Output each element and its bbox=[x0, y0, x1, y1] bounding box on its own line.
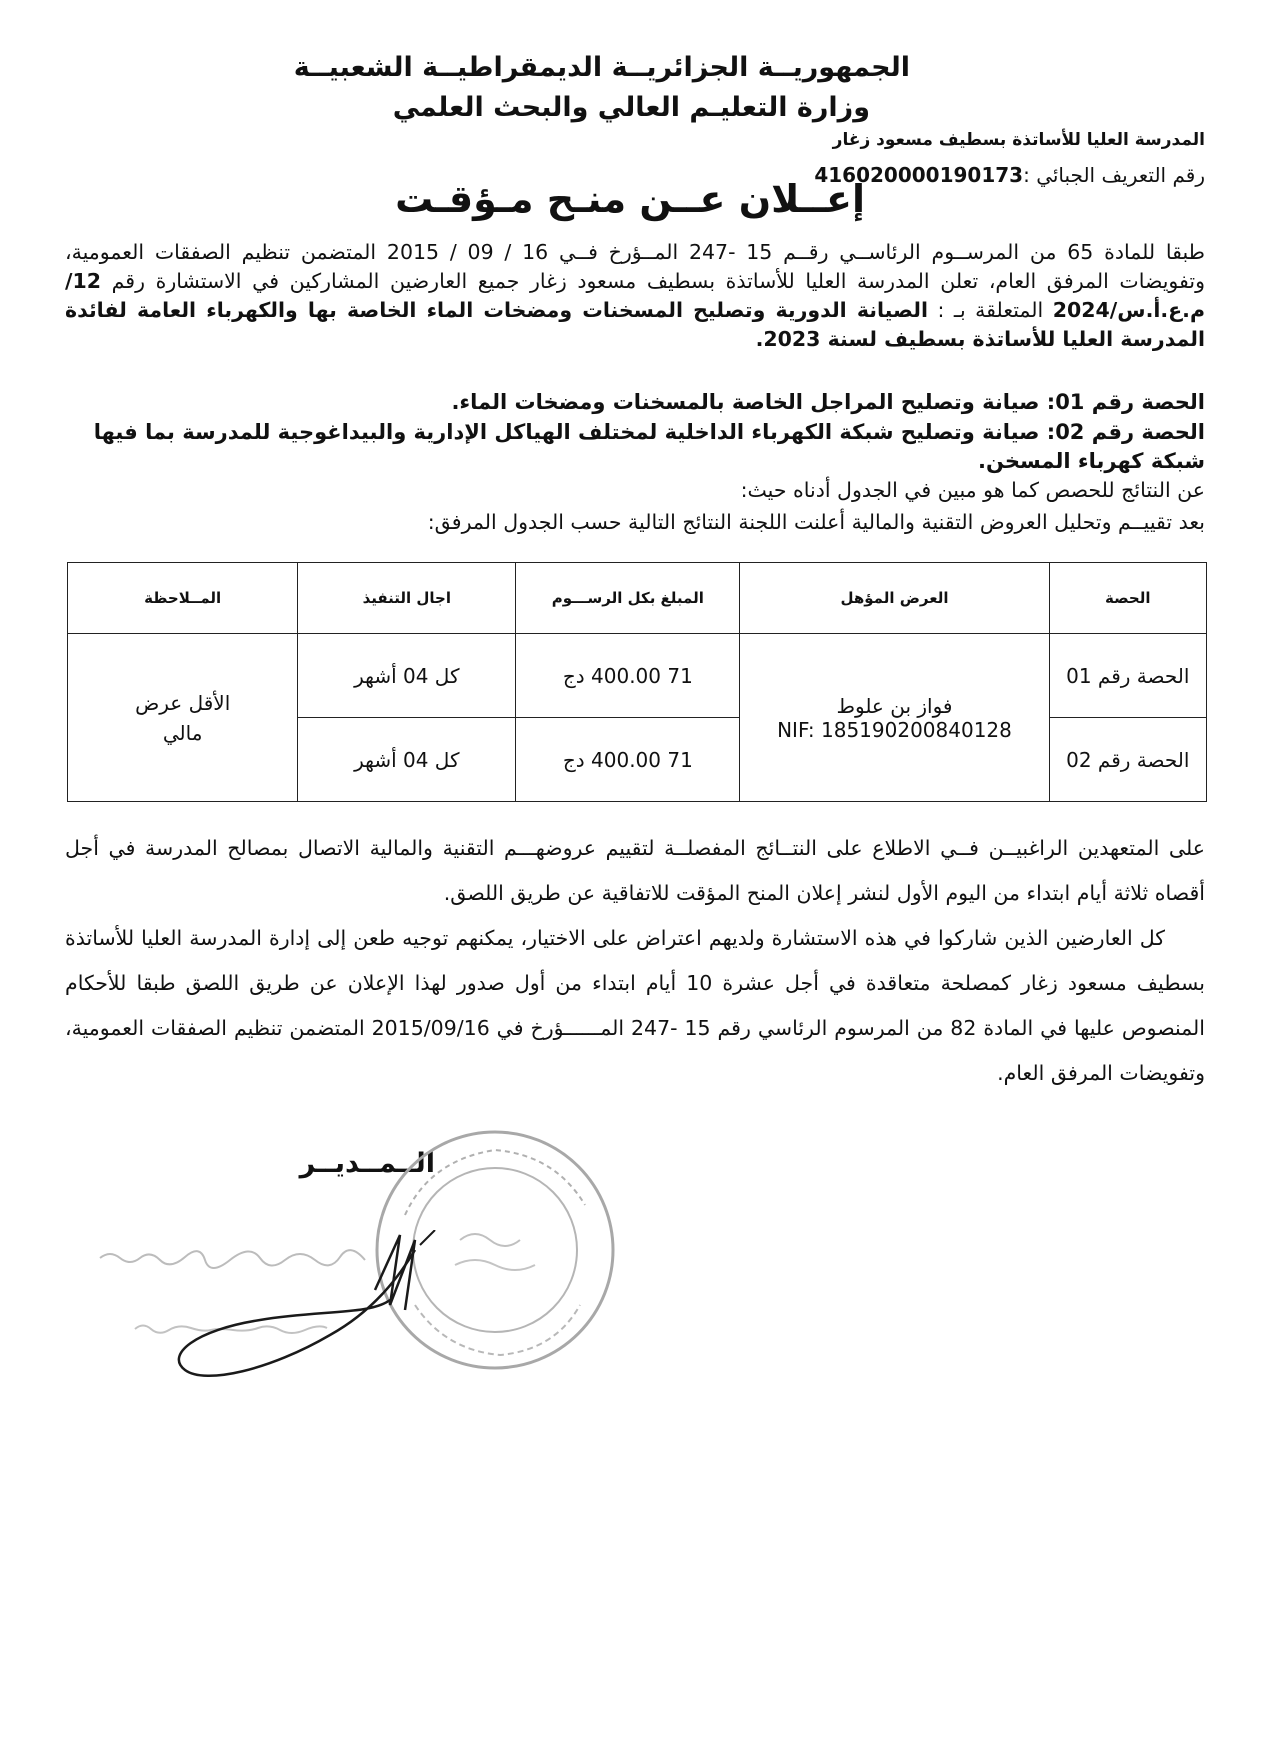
table-header-row bbox=[68, 563, 1207, 634]
intro-paragraph bbox=[65, 238, 1205, 354]
header-delay: اجال التنفيذ bbox=[298, 563, 516, 634]
ministry-header: وزارة التعليـم العالي والبحث العلمي bbox=[392, 92, 870, 123]
lot-2-description: الحصة رقم 02: صيانة وتصليح شبكة الكهرباء الداخلية لمختلف الهياكل الإدارية والبيداغوجية للمدرسة بما فيها شبكة كهرباء المسخن. bbox=[93, 420, 1205, 473]
intro-mid: المتعلقة بـ : bbox=[927, 298, 1053, 322]
director-title: الــمــديــر bbox=[299, 1148, 435, 1179]
lot-1-description: الحصة رقم 01: صيانة وتصليح المراجل الخاصة بالمسخنات ومضخات الماء. bbox=[451, 390, 1205, 414]
offer-name: فواز بن علوط bbox=[836, 693, 953, 718]
director-signature bbox=[150, 1230, 470, 1404]
document-title: إعــلان عــن منـح مـؤقـت bbox=[395, 177, 865, 221]
offer-nif: NIF: 185190200840128 bbox=[777, 717, 1012, 742]
header-lot: الحصة bbox=[1049, 563, 1206, 634]
country-header: الجمهوريــة الجزائريــة الديمقراطيــة الشعبيــة bbox=[293, 52, 910, 83]
results-intro: عن النتائج للحصص كما هو مبين في الجدول أدناه حيث: bbox=[740, 478, 1205, 502]
consultation-ref: 12/م.ع.أ.س/2024 bbox=[65, 269, 1205, 322]
note-text: الأقل عرض مالي bbox=[135, 690, 231, 745]
tax-id-value: 416020000190173 bbox=[814, 163, 1024, 187]
consultation-subject: الصيانة الدورية وتصليح المسخنات ومضخات الماء الخاصة بها والكهرباء العامة لفائدة المدرسة العليا للأساتذة بسطيف لسنة 2023. bbox=[65, 298, 1205, 351]
header-note: المــلاحظة bbox=[68, 563, 298, 634]
results-table bbox=[67, 562, 1207, 802]
header-offer: العرض المؤهل bbox=[740, 563, 1049, 634]
cell-lot: الحصة رقم 02 bbox=[1049, 718, 1206, 802]
tax-id-label: رقم التعريف الجبائي : bbox=[1023, 163, 1205, 187]
appeal-paragraph: كل العارضين الذين شاركوا في هذه الاستشارة ولديهم اعتراض على الاختيار، يمكنهم توجيه طعن إلى إدارة المدرسة العليا للأساتذة بسطيف مسعود زغار كمصلحة متعاقدة في أجل عشرة 10 أيام ابتداء من أول صدور لهذا الإعلان عن طريق اللصق طبقا للأحكام المنصوص عليها في المادة 82 من المرسوم الرئاسي رقم 15 -247 المــــــؤرخ في 2015/09/16 المتضمن تنظيم الصفقات العمومية، وتفويضات المرفق العام. bbox=[65, 926, 1206, 1085]
header-amount: المبلغ بكل الرســـوم bbox=[516, 563, 740, 634]
intro-text: طبقا للمادة 65 من المرســوم الرئاســي رقــم 15 -247 المــؤرخ فــي 16 / 09 / 2015 المتضمن تنظيم الصفقات العمومية، وتفويضات المرفق العام، تعلن المدرسة العليا للأساتذة بسطيف مسعود زغار جميع العارضين المشاركين في الاستشارة رقم bbox=[65, 240, 1205, 293]
cell-note bbox=[68, 634, 298, 802]
cell-amount bbox=[516, 634, 740, 718]
consultation-paragraph: على المتعهدين الراغبيــن فــي الاطلاع على النتــائج المفصلــة لتقييم عروضهـــم التقنية والمالية الاتصال بمصالح المدرسة في أجل أقصاه ثلاثة أيام ابتداء من اليوم الأول لنشر إعلان المنح المؤقت للاتفاقية عن طريق اللصق. bbox=[65, 836, 1205, 905]
cell-offer bbox=[740, 634, 1049, 802]
evaluation-intro: بعد تقييــم وتحليل العروض التقنية والمالية أعلنت اللجنة النتائج التالية حسب الجدول المرفق: bbox=[427, 510, 1205, 534]
institution-name: المدرسة العليا للأساتذة بسطيف مسعود زغار bbox=[832, 130, 1205, 150]
cell-delay: كل 04 أشهر bbox=[298, 634, 516, 718]
amount-value: 71 400.00 دج bbox=[562, 747, 693, 772]
cell-lot: الحصة رقم 01 bbox=[1049, 634, 1206, 718]
cell-amount bbox=[516, 718, 740, 802]
amount-value: 71 400.00 دج bbox=[562, 663, 693, 688]
table-row bbox=[68, 634, 1207, 718]
tax-id-line bbox=[814, 163, 1205, 187]
cell-delay: كل 04 أشهر bbox=[298, 718, 516, 802]
